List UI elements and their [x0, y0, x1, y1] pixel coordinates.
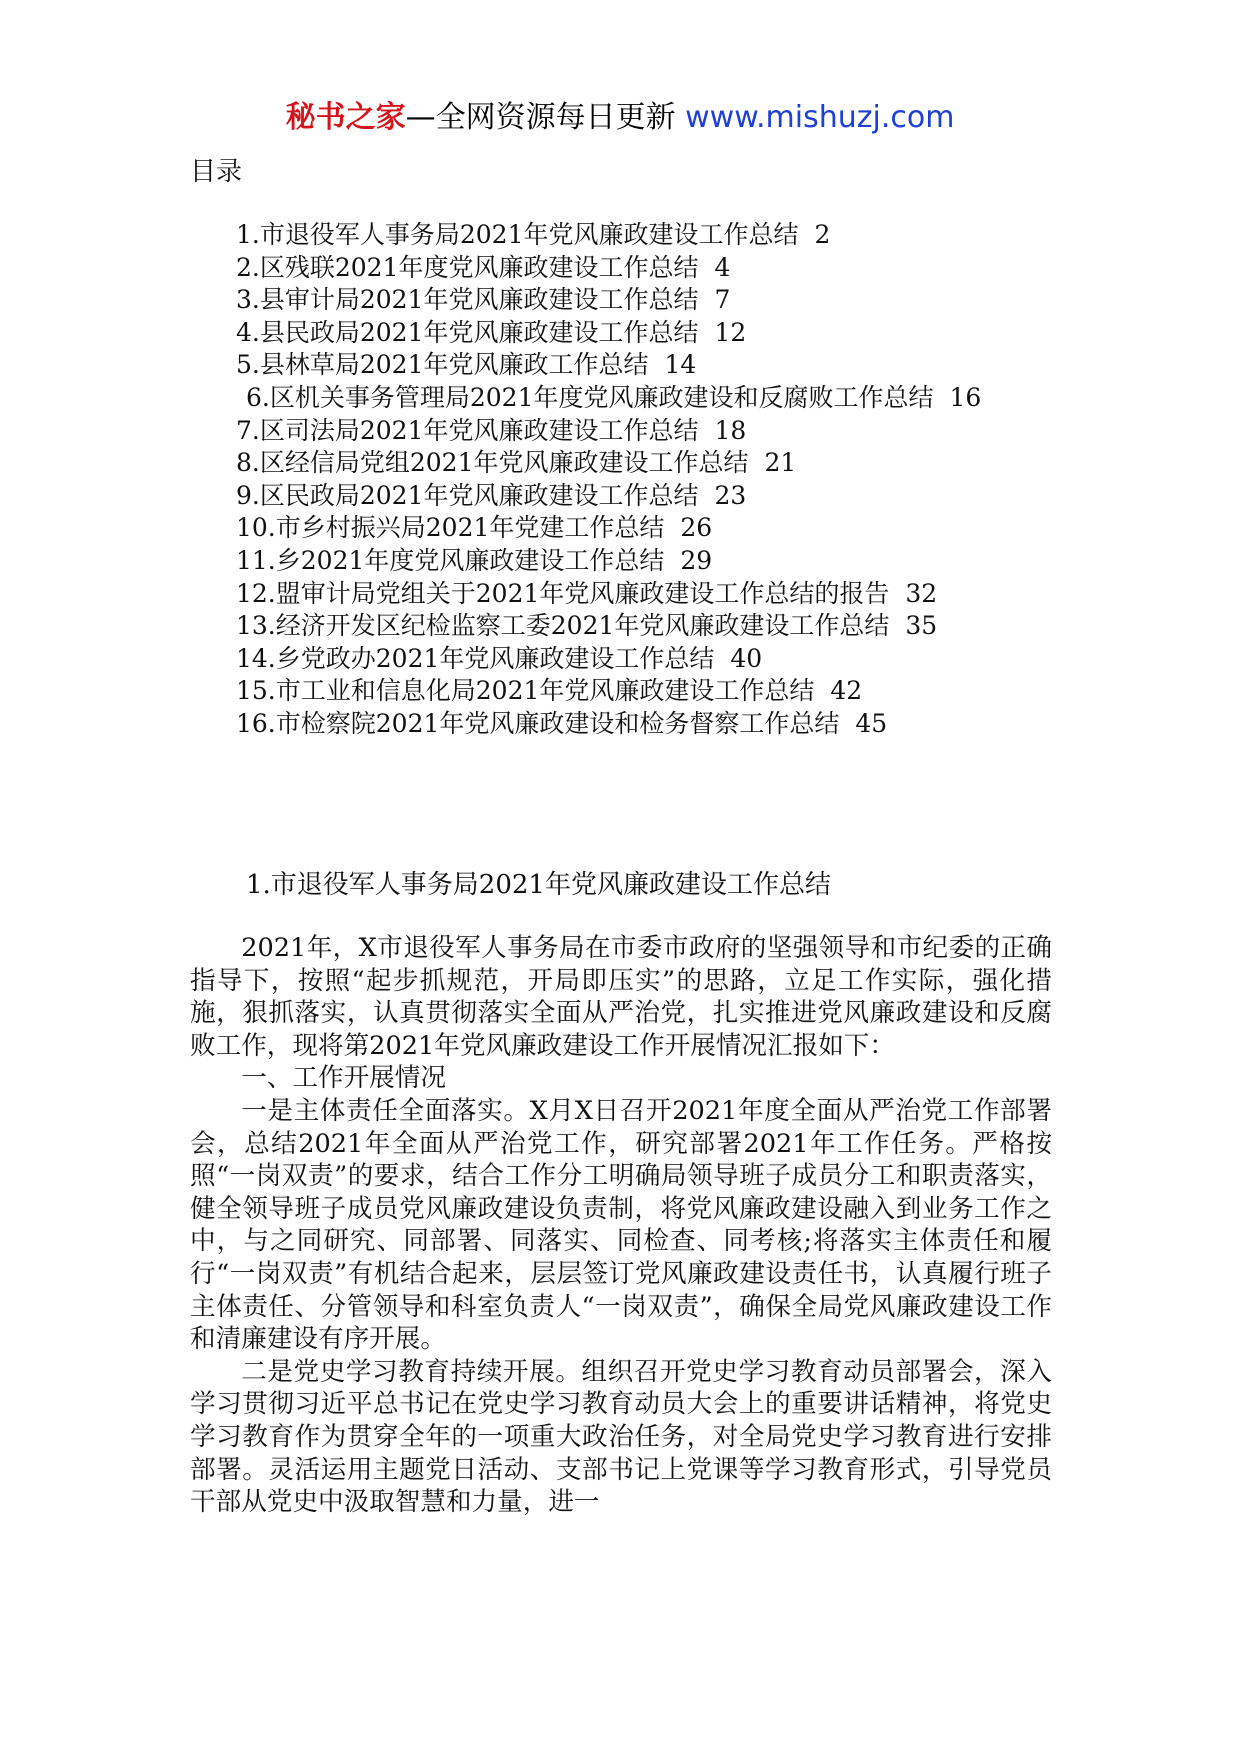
toc-entry-page: 40: [730, 643, 763, 673]
toc-entry[interactable]: [190, 219, 1070, 252]
toc-entry[interactable]: [190, 284, 1070, 317]
toc-entry-title: 市退役军人事务局2021年党风廉政建设工作总结: [259, 220, 799, 249]
toc-entry-page: 21: [764, 448, 797, 478]
toc-entry-page: 18: [714, 415, 747, 445]
toc-entry-title: 区机关事务管理局2021年度党风廉政建设和反腐败工作总结: [269, 382, 934, 412]
toc-entry[interactable]: [190, 708, 1070, 741]
toc-entry-page: 29: [680, 545, 713, 575]
toc-entry-page: 45: [855, 708, 888, 738]
toc-entry-title: 市工业和信息化局2021年党风廉政建设工作总结: [275, 676, 815, 706]
toc-entry[interactable]: [190, 349, 1070, 382]
toc-entry-title: 市乡村振兴局2021年党建工作总结: [275, 513, 665, 543]
toc-entry-number: 3.: [236, 285, 260, 315]
toc-entry[interactable]: [190, 317, 1070, 350]
toc-entry-page: 26: [680, 513, 713, 543]
toc-entry-page: 4: [714, 252, 731, 282]
toc-entry-title: 乡党政办2021年党风廉政建设工作总结: [275, 643, 715, 673]
toc-entry[interactable]: [190, 252, 1070, 285]
toc-entry[interactable]: [190, 675, 1070, 708]
toc-entry[interactable]: [190, 578, 1070, 611]
toc-entry-number: 12.: [236, 578, 276, 608]
toc-entry-title: 区民政局2021年党风廉政建设工作总结: [259, 480, 699, 510]
toc-entry[interactable]: [190, 610, 1070, 643]
toc-entry-title: 市检察院2021年党风廉政建设和检务督察工作总结: [275, 708, 840, 738]
toc-entry-number: 6.: [246, 382, 270, 412]
toc-entry-number: 7.: [236, 415, 260, 445]
toc-entry-page: 32: [905, 578, 938, 608]
toc-entry-number: 16.: [236, 708, 276, 738]
toc-title: 目录: [190, 157, 243, 187]
toc-entry-title: 区残联2021年度党风廉政建设工作总结: [259, 252, 699, 282]
subsection-heading: 一、工作开展情况: [241, 1063, 446, 1094]
toc-entry-title: 县审计局2021年党风廉政建设工作总结: [259, 285, 699, 315]
toc-entry-title: 盟审计局党组关于2021年党风廉政建设工作总结的报告: [275, 578, 890, 608]
body-paragraph: 2021年，X市退役军人事务局在市委市政府的坚强领导和市纪委的正确指导下，按照“起步抓规范，开局即压实”的思路，立足工作实际，强化措施，狠抓落实，认真贯彻落实全面从严治党，扎实推进党风廉政建设和反腐败工作，现将第2021年党风廉政建设工作开展情况汇报如下：: [190, 933, 1052, 1061]
site-url-link[interactable]: www.mishuzj.com: [685, 100, 955, 135]
toc-entry-page: 12: [714, 317, 747, 347]
toc-entry-page: 7: [714, 285, 731, 315]
header-tagline: —全网资源每日更新: [405, 100, 686, 135]
section-body: [190, 932, 1052, 1519]
toc-entry-number: 2.: [236, 252, 260, 282]
table-of-contents: [190, 219, 1070, 741]
toc-entry[interactable]: [190, 545, 1070, 578]
toc-entry-page: 42: [830, 676, 863, 706]
toc-entry-title: 县民政局2021年党风廉政建设工作总结: [259, 317, 699, 347]
section-heading: 1.市退役军人事务局2021年党风廉政建设工作总结: [246, 870, 831, 900]
toc-entry[interactable]: [190, 382, 1070, 415]
toc-entry-title: 区司法局2021年党风廉政建设工作总结: [259, 415, 699, 445]
body-paragraph: 一是主体责任全面落实。X月X日召开2021年度全面从严治党工作部署会，总结2021年全面从严治党工作，研究部署2021年工作任务。严格按照“一岗双责”的要求，结合工作分工明确局领导班子成员分工和职责落实，健全领导班子成员党风廉政建设负责制，将党风廉政建设融入到业务工作之中，与之同研究、同部署、同落实、同检查、同考核;将落实主体责任和履行“一岗双责”有机结合起来，层层签订党风廉政建设责任书，认真履行班子主体责任、分管领导和科室负责人“一岗双责”，确保全局党风廉政建设工作和清廉建设有序开展。: [190, 1095, 1052, 1355]
toc-entry-number: 5.: [236, 350, 260, 380]
toc-entry-number: 13.: [236, 611, 276, 641]
toc-entry-number: 15.: [236, 676, 276, 706]
toc-entry[interactable]: [190, 415, 1070, 448]
toc-entry-number: 11.: [236, 545, 276, 575]
toc-entry-title: 经济开发区纪检监察工委2021年党风廉政建设工作总结: [275, 611, 890, 641]
toc-entry-page: 16: [949, 382, 982, 412]
site-header: [0, 98, 1240, 138]
brand-name: 秘书之家: [285, 100, 406, 135]
toc-entry-number: 8.: [236, 448, 260, 478]
toc-entry[interactable]: [190, 643, 1070, 676]
toc-entry-page: 2: [814, 220, 831, 249]
toc-entry-number: 4.: [236, 317, 260, 347]
toc-entry-page: 23: [714, 480, 747, 510]
toc-entry[interactable]: [190, 480, 1070, 513]
toc-entry-number: 1.: [236, 220, 260, 249]
toc-entry[interactable]: [190, 447, 1070, 480]
toc-entry-title: 乡2021年度党风廉政建设工作总结: [275, 545, 665, 575]
toc-entry-title: 区经信局党组2021年党风廉政建设工作总结: [259, 448, 749, 478]
toc-entry-number: 9.: [236, 480, 260, 510]
toc-entry-page: 35: [905, 611, 938, 641]
toc-entry-title: 县林草局2021年党风廉政工作总结: [259, 350, 649, 380]
toc-entry-number: 14.: [236, 643, 276, 673]
toc-entry[interactable]: [190, 512, 1070, 545]
toc-entry-page: 14: [664, 350, 697, 380]
toc-entry-number: 10.: [236, 513, 276, 543]
body-paragraph: 二是党史学习教育持续开展。组织召开党史学习教育动员部署会，深入学习贯彻习近平总书记在党史学习教育动员大会上的重要讲话精神，将党史学习教育作为贯穿全年的一项重大政治任务，对全局党史学习教育进行安排部署。灵活运用主题党日活动、支部书记上党课等学习教育形式，引导党员干部从党史中汲取智慧和力量，进一: [190, 1356, 1052, 1518]
